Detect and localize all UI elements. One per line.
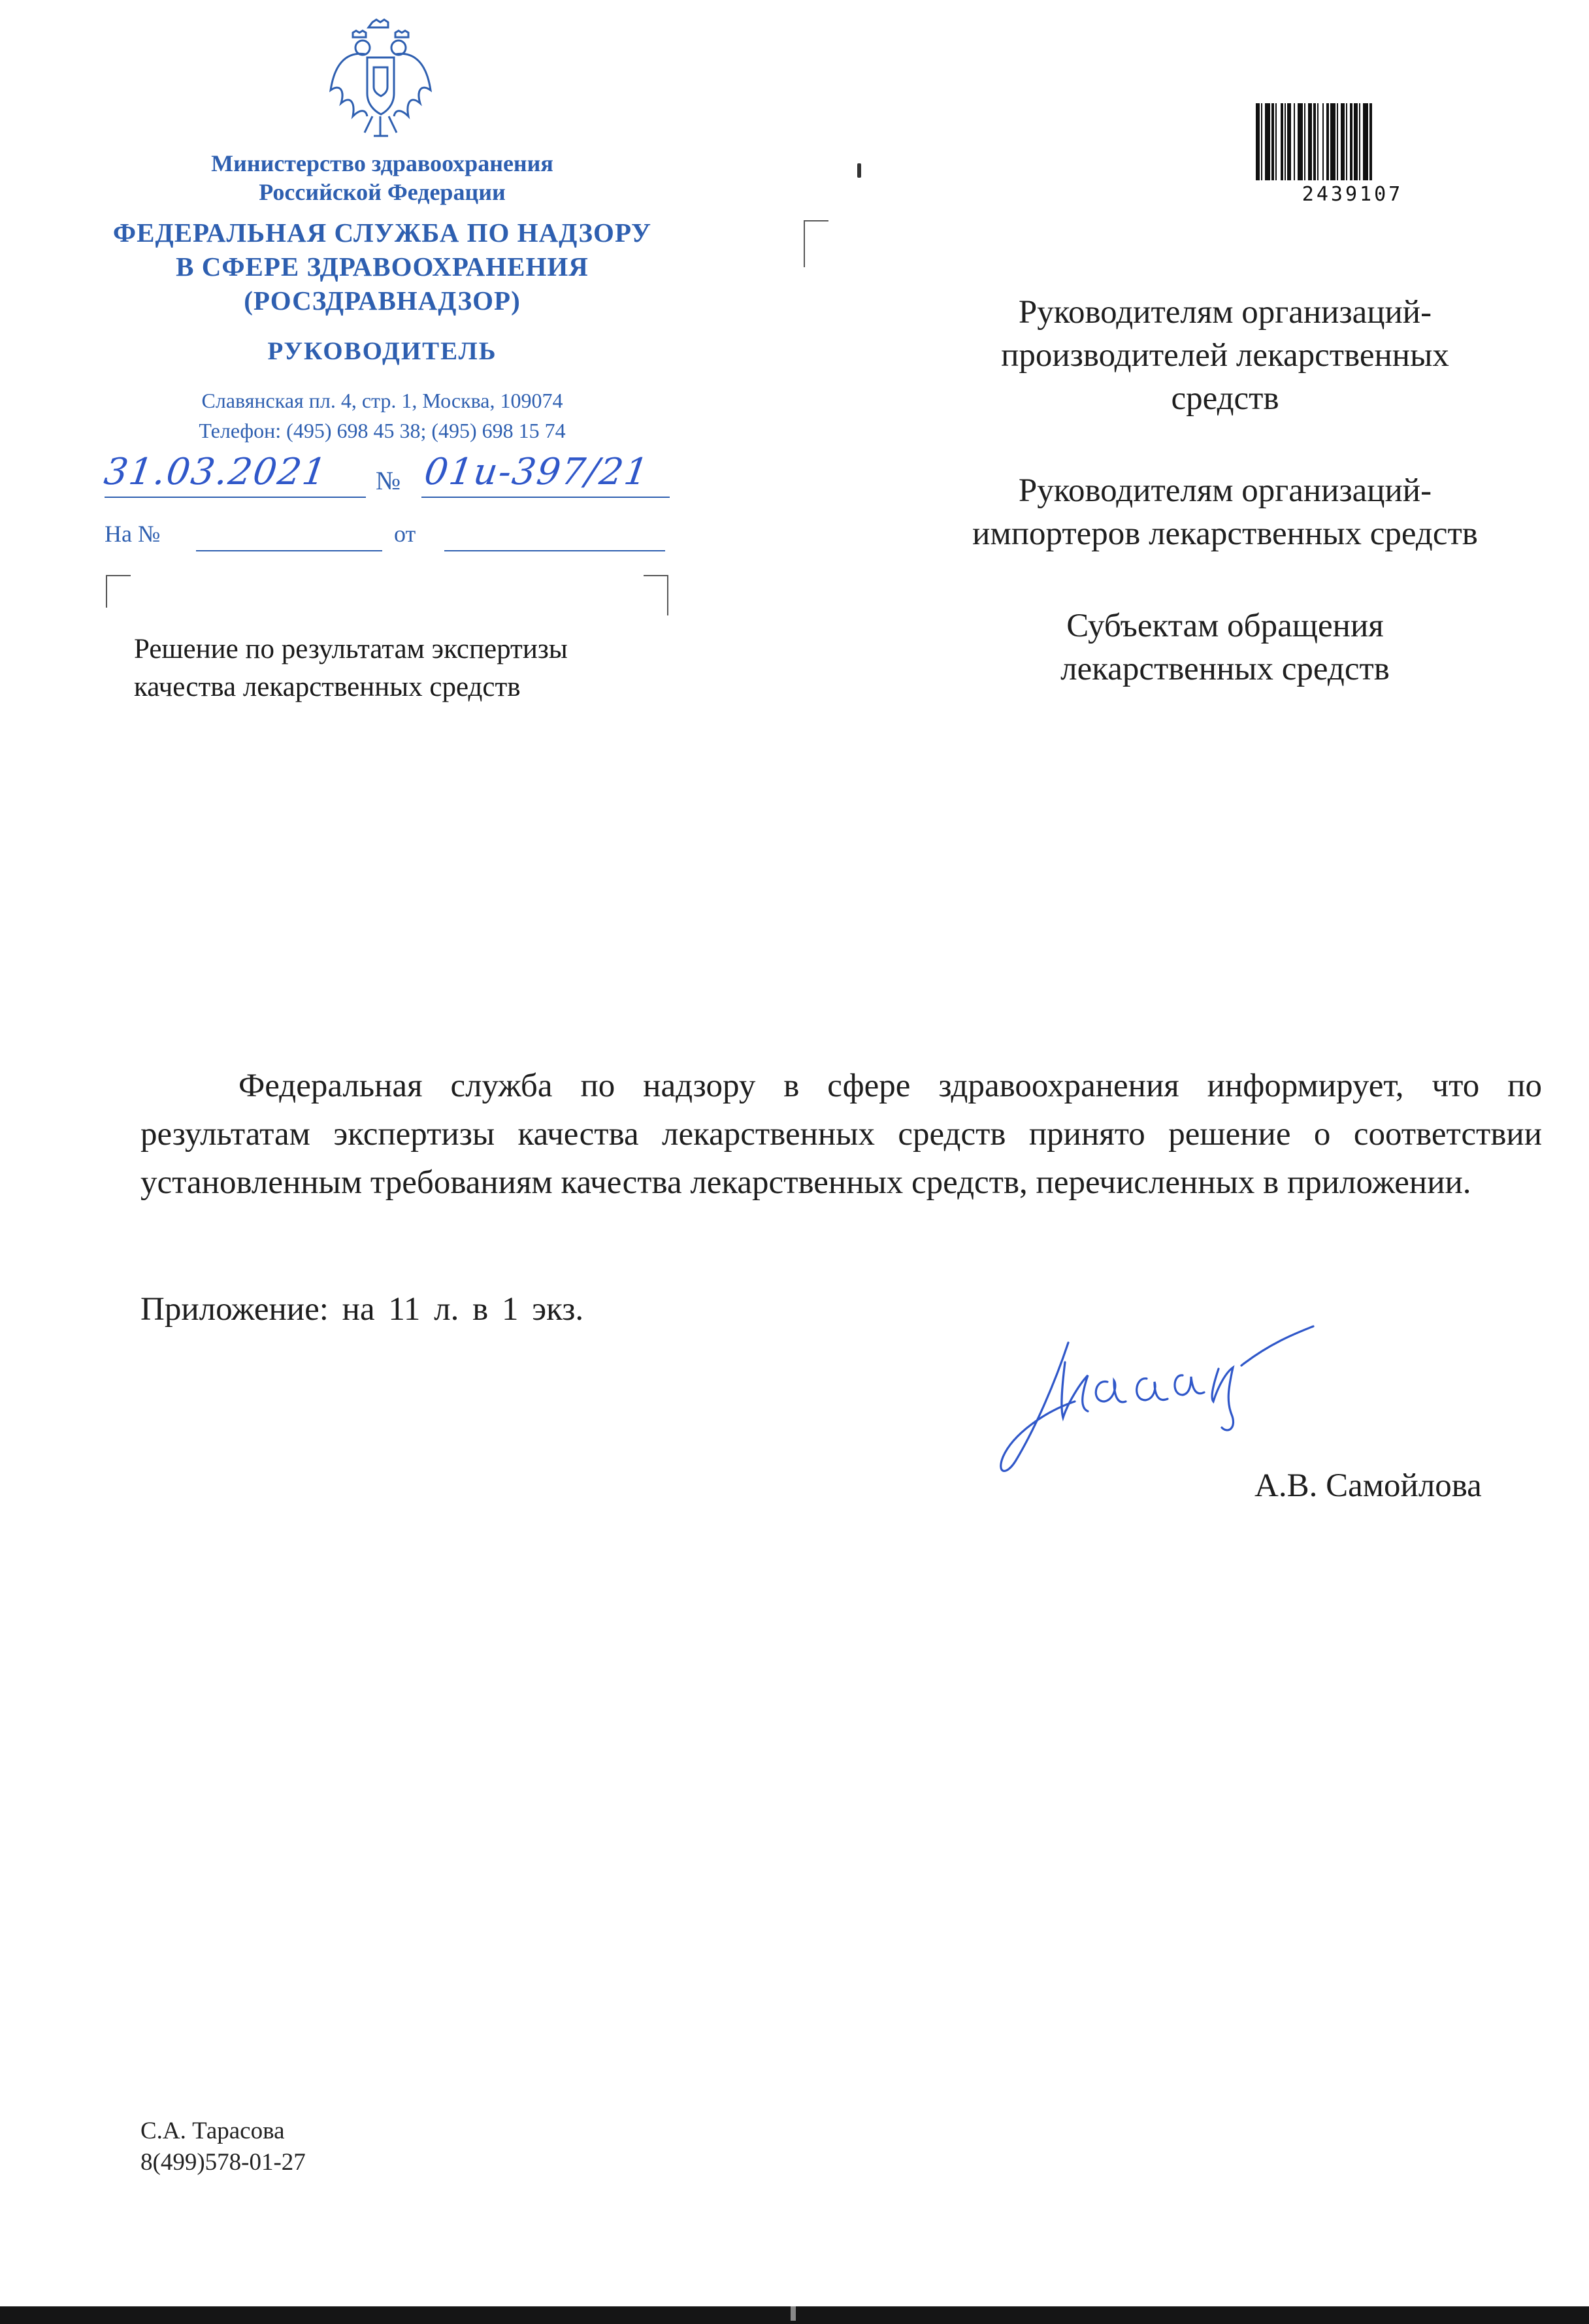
ref-label: На №	[105, 521, 161, 547]
subject-line-2: качества лекарственных средств	[134, 672, 521, 702]
addressee-line: лекарственных средств	[1060, 651, 1390, 687]
registration-date: 31.03.2021	[101, 451, 331, 493]
executor-name: С.А. Тарасова	[140, 2118, 285, 2144]
service-line-1: ФЕДЕРАЛЬНАЯ СЛУЖБА ПО НАДЗОРУ	[112, 218, 652, 248]
signer-name: А.В. Самойлова	[1254, 1467, 1482, 1504]
addressee-line: Субъектам обращения	[1066, 608, 1384, 644]
addressee-line: Руководителям организаций-	[1018, 472, 1432, 509]
role-title: РУКОВОДИТЕЛЬ	[267, 337, 497, 365]
attachment-note: Приложение: на 11 л. в 1 экз.	[140, 1291, 584, 1328]
corner-bracket-left	[106, 575, 131, 608]
executor-block	[140, 2116, 306, 2178]
addressee-importers	[902, 469, 1548, 555]
ministry-line-2: Российской Федерации	[259, 179, 506, 205]
addressee-producers	[902, 291, 1548, 420]
addressee-line: средств	[1171, 380, 1279, 417]
subject-line-1: Решение по результатам экспертизы	[134, 634, 568, 664]
addressee-line: импортеров лекарственных средств	[972, 516, 1478, 552]
corner-bracket-addressee	[804, 220, 828, 267]
date-underline	[105, 497, 366, 498]
addressee-line: производителей лекарственных	[1001, 337, 1449, 374]
barcode-icon	[1254, 103, 1450, 182]
corner-bracket-right	[644, 575, 668, 615]
executor-phone: 8(499)578-01-27	[140, 2149, 306, 2176]
service-line-2: В СФЕРЕ ЗДРАВООХРАНЕНИЯ	[176, 252, 589, 282]
coat-of-arms-icon	[327, 18, 434, 142]
ministry-name	[91, 149, 673, 206]
body-paragraph: Федеральная служба по надзору в сфере здравоохранения информирует, что по результатам экспертизы качества лекарственных средств принято решение о соответствии установленным требованиям качества лекарственных средств, перечисленных в приложении.	[140, 1068, 1542, 1201]
service-line-3: (РОСЗДРАВНАДЗОР)	[244, 286, 521, 316]
number-label: №	[376, 466, 401, 495]
contact-block	[91, 385, 673, 446]
ref-date-underline	[444, 550, 665, 551]
scan-notch	[791, 2306, 796, 2321]
barcode-number: 2439107	[1302, 183, 1403, 206]
scan-mark	[857, 163, 861, 178]
ref-from-label: от	[394, 521, 416, 547]
ministry-line-1: Министерство здравоохранения	[211, 150, 553, 176]
address-text: Славянская пл. 4, стр. 1, Москва, 109074	[201, 389, 563, 412]
signature-image	[983, 1303, 1323, 1490]
registration-number: 01и-397/21	[421, 451, 652, 493]
phone-text: Телефон: (495) 698 45 38; (495) 698 15 74	[199, 419, 566, 442]
addressee-subjects	[902, 604, 1548, 691]
letter-subject	[134, 630, 722, 706]
addressee-line: Руководителям организаций-	[1018, 294, 1432, 331]
ref-number-underline	[196, 550, 382, 551]
number-underline	[421, 497, 670, 498]
service-name	[91, 216, 673, 318]
